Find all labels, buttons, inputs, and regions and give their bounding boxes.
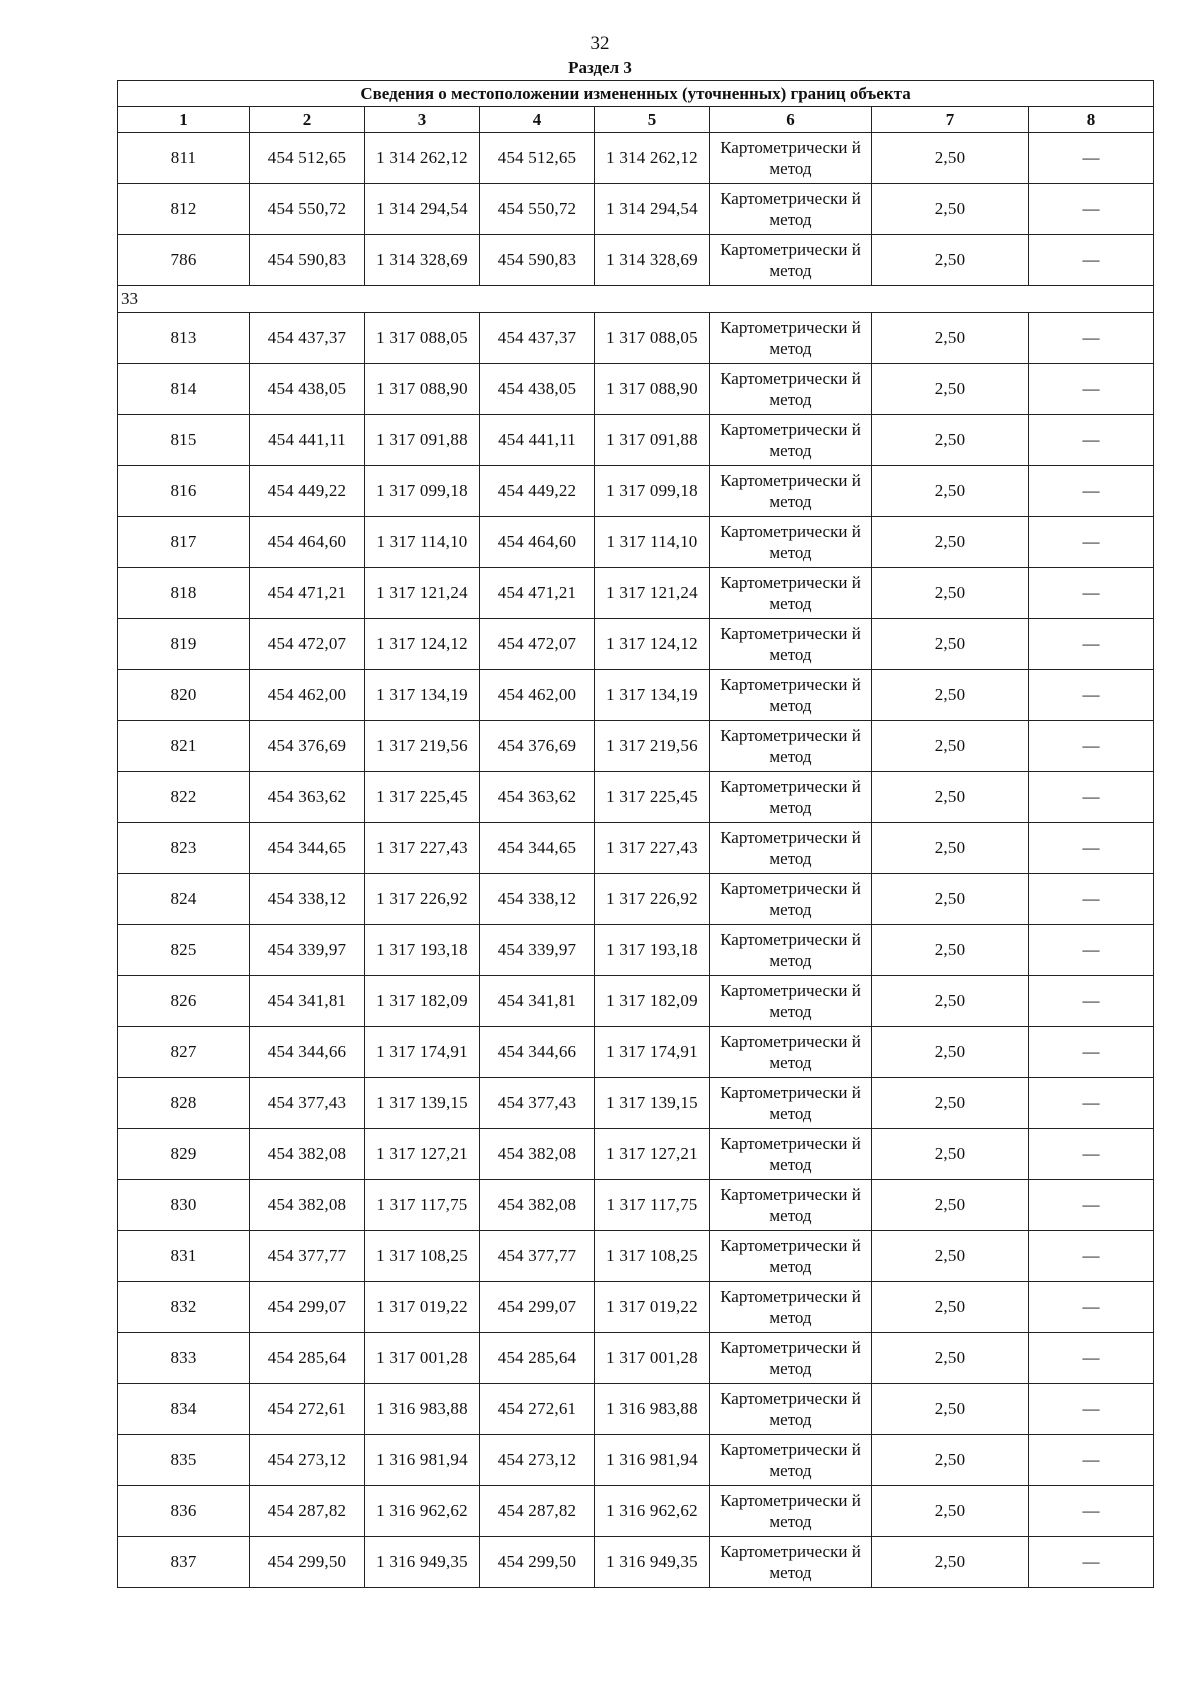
- description-cell: —: [1029, 1384, 1154, 1435]
- y-existing-cell: 1 317 124,12: [365, 619, 480, 670]
- accuracy-cell: 2,50: [872, 1486, 1029, 1537]
- y-existing-cell: 1 314 328,69: [365, 235, 480, 286]
- x-existing-cell: 454 471,21: [250, 568, 365, 619]
- y-existing-cell: 1 317 099,18: [365, 466, 480, 517]
- x-existing-cell: 454 462,00: [250, 670, 365, 721]
- accuracy-cell: 2,50: [872, 670, 1029, 721]
- description-cell: —: [1029, 466, 1154, 517]
- y-new-cell: 1 317 174,91: [595, 1027, 710, 1078]
- x-new-cell: 454 462,00: [480, 670, 595, 721]
- table-row: [118, 415, 1154, 466]
- y-existing-cell: 1 317 108,25: [365, 1231, 480, 1282]
- y-existing-cell: 1 317 174,91: [365, 1027, 480, 1078]
- y-existing-cell: 1 317 193,18: [365, 925, 480, 976]
- point-number-cell: 819: [118, 619, 250, 670]
- y-existing-cell: 1 316 949,35: [365, 1537, 480, 1588]
- group-separator-row: [118, 286, 1154, 313]
- accuracy-cell: 2,50: [872, 1231, 1029, 1282]
- point-number-cell: 813: [118, 313, 250, 364]
- section-title: Раздел 3: [568, 58, 632, 77]
- description-cell: —: [1029, 1486, 1154, 1537]
- table-row: [118, 619, 1154, 670]
- table-row: [118, 1231, 1154, 1282]
- description-cell: —: [1029, 772, 1154, 823]
- point-number-cell: 834: [118, 1384, 250, 1435]
- point-number-cell: 837: [118, 1537, 250, 1588]
- y-new-cell: 1 314 262,12: [595, 133, 710, 184]
- y-existing-cell: 1 317 121,24: [365, 568, 480, 619]
- accuracy-cell: 2,50: [872, 976, 1029, 1027]
- y-existing-cell: 1 316 962,62: [365, 1486, 480, 1537]
- method-cell: Картометрически й метод: [710, 874, 872, 925]
- table-row: [118, 1282, 1154, 1333]
- y-existing-cell: 1 317 134,19: [365, 670, 480, 721]
- y-existing-cell: 1 317 225,45: [365, 772, 480, 823]
- table-row: [118, 670, 1154, 721]
- method-cell: Картометрически й метод: [710, 1282, 872, 1333]
- point-number-cell: 830: [118, 1180, 250, 1231]
- accuracy-cell: 2,50: [872, 1078, 1029, 1129]
- point-number-cell: 827: [118, 1027, 250, 1078]
- method-cell: Картометрически й метод: [710, 235, 872, 286]
- column-number: 8: [1029, 107, 1154, 133]
- table-caption: Сведения о местоположении измененных (уточненных) границ объекта: [118, 81, 1154, 107]
- method-cell: Картометрически й метод: [710, 364, 872, 415]
- description-cell: —: [1029, 184, 1154, 235]
- x-new-cell: 454 338,12: [480, 874, 595, 925]
- page-number: 32: [590, 33, 610, 54]
- accuracy-cell: 2,50: [872, 415, 1029, 466]
- y-existing-cell: 1 317 219,56: [365, 721, 480, 772]
- point-number-cell: 786: [118, 235, 250, 286]
- x-existing-cell: 454 382,08: [250, 1129, 365, 1180]
- accuracy-cell: 2,50: [872, 1333, 1029, 1384]
- column-number: 2: [250, 107, 365, 133]
- description-cell: —: [1029, 874, 1154, 925]
- method-cell: Картометрически й метод: [710, 1027, 872, 1078]
- point-number-cell: 820: [118, 670, 250, 721]
- method-cell: Картометрически й метод: [710, 313, 872, 364]
- x-existing-cell: 454 550,72: [250, 184, 365, 235]
- x-existing-cell: 454 438,05: [250, 364, 365, 415]
- x-existing-cell: 454 273,12: [250, 1435, 365, 1486]
- accuracy-cell: 2,50: [872, 1180, 1029, 1231]
- x-existing-cell: 454 464,60: [250, 517, 365, 568]
- method-cell: Картометрически й метод: [710, 670, 872, 721]
- y-new-cell: 1 317 099,18: [595, 466, 710, 517]
- y-new-cell: 1 317 219,56: [595, 721, 710, 772]
- table-row: [118, 1384, 1154, 1435]
- accuracy-cell: 2,50: [872, 313, 1029, 364]
- description-cell: —: [1029, 925, 1154, 976]
- description-cell: —: [1029, 415, 1154, 466]
- x-new-cell: 454 341,81: [480, 976, 595, 1027]
- table-row: [118, 1486, 1154, 1537]
- point-number-cell: 811: [118, 133, 250, 184]
- point-number-cell: 836: [118, 1486, 250, 1537]
- y-new-cell: 1 317 019,22: [595, 1282, 710, 1333]
- x-new-cell: 454 382,08: [480, 1129, 595, 1180]
- y-new-cell: 1 317 127,21: [595, 1129, 710, 1180]
- x-existing-cell: 454 338,12: [250, 874, 365, 925]
- y-existing-cell: 1 314 262,12: [365, 133, 480, 184]
- table-row: [118, 772, 1154, 823]
- y-existing-cell: 1 316 981,94: [365, 1435, 480, 1486]
- y-existing-cell: 1 317 227,43: [365, 823, 480, 874]
- y-existing-cell: 1 316 983,88: [365, 1384, 480, 1435]
- table-row: [118, 184, 1154, 235]
- y-new-cell: 1 317 227,43: [595, 823, 710, 874]
- x-existing-cell: 454 512,65: [250, 133, 365, 184]
- x-existing-cell: 454 590,83: [250, 235, 365, 286]
- table-row: [118, 1537, 1154, 1588]
- accuracy-cell: 2,50: [872, 364, 1029, 415]
- x-new-cell: 454 339,97: [480, 925, 595, 976]
- y-new-cell: 1 317 121,24: [595, 568, 710, 619]
- accuracy-cell: 2,50: [872, 1435, 1029, 1486]
- y-existing-cell: 1 317 001,28: [365, 1333, 480, 1384]
- table-row: [118, 976, 1154, 1027]
- y-new-cell: 1 316 949,35: [595, 1537, 710, 1588]
- x-new-cell: 454 512,65: [480, 133, 595, 184]
- point-number-cell: 832: [118, 1282, 250, 1333]
- y-existing-cell: 1 317 088,05: [365, 313, 480, 364]
- x-new-cell: 454 377,77: [480, 1231, 595, 1282]
- y-existing-cell: 1 317 091,88: [365, 415, 480, 466]
- x-existing-cell: 454 285,64: [250, 1333, 365, 1384]
- x-new-cell: 454 376,69: [480, 721, 595, 772]
- x-new-cell: 454 272,61: [480, 1384, 595, 1435]
- x-new-cell: 454 437,37: [480, 313, 595, 364]
- description-cell: —: [1029, 1333, 1154, 1384]
- description-cell: —: [1029, 1027, 1154, 1078]
- description-cell: —: [1029, 619, 1154, 670]
- y-new-cell: 1 317 001,28: [595, 1333, 710, 1384]
- method-cell: Картометрически й метод: [710, 466, 872, 517]
- method-cell: Картометрически й метод: [710, 133, 872, 184]
- y-existing-cell: 1 317 117,75: [365, 1180, 480, 1231]
- x-new-cell: 454 363,62: [480, 772, 595, 823]
- table-row: [118, 364, 1154, 415]
- y-new-cell: 1 317 225,45: [595, 772, 710, 823]
- y-new-cell: 1 317 134,19: [595, 670, 710, 721]
- table-row: [118, 313, 1154, 364]
- accuracy-cell: 2,50: [872, 1129, 1029, 1180]
- x-new-cell: 454 472,07: [480, 619, 595, 670]
- accuracy-cell: 2,50: [872, 1027, 1029, 1078]
- table-row: [118, 1027, 1154, 1078]
- point-number-cell: 828: [118, 1078, 250, 1129]
- accuracy-cell: 2,50: [872, 235, 1029, 286]
- x-new-cell: 454 550,72: [480, 184, 595, 235]
- method-cell: Картометрически й метод: [710, 823, 872, 874]
- x-new-cell: 454 344,66: [480, 1027, 595, 1078]
- x-new-cell: 454 285,64: [480, 1333, 595, 1384]
- x-new-cell: 454 471,21: [480, 568, 595, 619]
- method-cell: Картометрически й метод: [710, 1180, 872, 1231]
- column-number: 5: [595, 107, 710, 133]
- y-new-cell: 1 317 088,05: [595, 313, 710, 364]
- x-new-cell: 454 438,05: [480, 364, 595, 415]
- y-new-cell: 1 317 139,15: [595, 1078, 710, 1129]
- x-new-cell: 454 377,43: [480, 1078, 595, 1129]
- x-existing-cell: 454 339,97: [250, 925, 365, 976]
- x-new-cell: 454 464,60: [480, 517, 595, 568]
- y-new-cell: 1 317 091,88: [595, 415, 710, 466]
- y-new-cell: 1 317 124,12: [595, 619, 710, 670]
- point-number-cell: 812: [118, 184, 250, 235]
- column-number: 1: [118, 107, 250, 133]
- accuracy-cell: 2,50: [872, 133, 1029, 184]
- accuracy-cell: 2,50: [872, 568, 1029, 619]
- x-new-cell: 454 299,50: [480, 1537, 595, 1588]
- table-row: [118, 235, 1154, 286]
- x-existing-cell: 454 344,66: [250, 1027, 365, 1078]
- method-cell: Картометрически й метод: [710, 976, 872, 1027]
- x-new-cell: 454 382,08: [480, 1180, 595, 1231]
- description-cell: —: [1029, 823, 1154, 874]
- description-cell: —: [1029, 1435, 1154, 1486]
- column-number: 7: [872, 107, 1029, 133]
- description-cell: —: [1029, 721, 1154, 772]
- method-cell: Картометрически й метод: [710, 184, 872, 235]
- description-cell: —: [1029, 1231, 1154, 1282]
- y-existing-cell: 1 317 182,09: [365, 976, 480, 1027]
- point-number-cell: 814: [118, 364, 250, 415]
- table-row: [118, 1333, 1154, 1384]
- y-new-cell: 1 316 981,94: [595, 1435, 710, 1486]
- table-row: [118, 1129, 1154, 1180]
- accuracy-cell: 2,50: [872, 823, 1029, 874]
- accuracy-cell: 2,50: [872, 925, 1029, 976]
- y-new-cell: 1 317 088,90: [595, 364, 710, 415]
- x-existing-cell: 454 441,11: [250, 415, 365, 466]
- x-new-cell: 454 287,82: [480, 1486, 595, 1537]
- table-row: [118, 517, 1154, 568]
- accuracy-cell: 2,50: [872, 1384, 1029, 1435]
- x-existing-cell: 454 341,81: [250, 976, 365, 1027]
- x-existing-cell: 454 472,07: [250, 619, 365, 670]
- description-cell: —: [1029, 1078, 1154, 1129]
- accuracy-cell: 2,50: [872, 1537, 1029, 1588]
- description-cell: —: [1029, 235, 1154, 286]
- accuracy-cell: 2,50: [872, 466, 1029, 517]
- x-existing-cell: 454 344,65: [250, 823, 365, 874]
- y-new-cell: 1 314 294,54: [595, 184, 710, 235]
- table-row: [118, 874, 1154, 925]
- point-number-cell: 821: [118, 721, 250, 772]
- y-existing-cell: 1 317 114,10: [365, 517, 480, 568]
- table-row: [118, 925, 1154, 976]
- point-number-cell: 816: [118, 466, 250, 517]
- x-existing-cell: 454 437,37: [250, 313, 365, 364]
- method-cell: Картометрически й метод: [710, 568, 872, 619]
- column-number-row: [118, 107, 1154, 133]
- accuracy-cell: 2,50: [872, 772, 1029, 823]
- description-cell: —: [1029, 517, 1154, 568]
- y-new-cell: 1 317 117,75: [595, 1180, 710, 1231]
- y-new-cell: 1 317 182,09: [595, 976, 710, 1027]
- accuracy-cell: 2,50: [872, 721, 1029, 772]
- table-row: [118, 1078, 1154, 1129]
- method-cell: Картометрически й метод: [710, 1537, 872, 1588]
- y-new-cell: 1 317 108,25: [595, 1231, 710, 1282]
- method-cell: Картометрически й метод: [710, 619, 872, 670]
- description-cell: —: [1029, 568, 1154, 619]
- method-cell: Картометрически й метод: [710, 517, 872, 568]
- x-existing-cell: 454 363,62: [250, 772, 365, 823]
- accuracy-cell: 2,50: [872, 1282, 1029, 1333]
- x-new-cell: 454 449,22: [480, 466, 595, 517]
- method-cell: Картометрически й метод: [710, 1333, 872, 1384]
- method-cell: Картометрически й метод: [710, 1078, 872, 1129]
- point-number-cell: 822: [118, 772, 250, 823]
- column-number: 3: [365, 107, 480, 133]
- x-existing-cell: 454 382,08: [250, 1180, 365, 1231]
- description-cell: —: [1029, 1129, 1154, 1180]
- x-new-cell: 454 590,83: [480, 235, 595, 286]
- point-number-cell: 824: [118, 874, 250, 925]
- y-new-cell: 1 316 962,62: [595, 1486, 710, 1537]
- description-cell: —: [1029, 364, 1154, 415]
- method-cell: Картометрически й метод: [710, 1435, 872, 1486]
- method-cell: Картометрически й метод: [710, 1231, 872, 1282]
- description-cell: —: [1029, 1282, 1154, 1333]
- table-row: [118, 823, 1154, 874]
- y-new-cell: 1 317 114,10: [595, 517, 710, 568]
- point-number-cell: 815: [118, 415, 250, 466]
- description-cell: —: [1029, 976, 1154, 1027]
- point-number-cell: 817: [118, 517, 250, 568]
- x-new-cell: 454 344,65: [480, 823, 595, 874]
- x-new-cell: 454 441,11: [480, 415, 595, 466]
- description-cell: —: [1029, 313, 1154, 364]
- method-cell: Картометрически й метод: [710, 1384, 872, 1435]
- table-row: [118, 721, 1154, 772]
- table-row: [118, 1180, 1154, 1231]
- description-cell: —: [1029, 670, 1154, 721]
- x-existing-cell: 454 272,61: [250, 1384, 365, 1435]
- method-cell: Картометрически й метод: [710, 925, 872, 976]
- table-row: [118, 1435, 1154, 1486]
- point-number-cell: 835: [118, 1435, 250, 1486]
- x-new-cell: 454 273,12: [480, 1435, 595, 1486]
- y-existing-cell: 1 314 294,54: [365, 184, 480, 235]
- y-new-cell: 1 316 983,88: [595, 1384, 710, 1435]
- table-body: [118, 133, 1154, 1588]
- description-cell: —: [1029, 133, 1154, 184]
- table-row: [118, 466, 1154, 517]
- method-cell: Картометрически й метод: [710, 772, 872, 823]
- point-number-cell: 826: [118, 976, 250, 1027]
- point-number-cell: 829: [118, 1129, 250, 1180]
- boundary-coordinates-table: [117, 80, 1154, 1588]
- method-cell: Картометрически й метод: [710, 415, 872, 466]
- method-cell: Картометрически й метод: [710, 1486, 872, 1537]
- accuracy-cell: 2,50: [872, 874, 1029, 925]
- x-new-cell: 454 299,07: [480, 1282, 595, 1333]
- y-new-cell: 1 317 193,18: [595, 925, 710, 976]
- column-number: 4: [480, 107, 595, 133]
- accuracy-cell: 2,50: [872, 517, 1029, 568]
- column-number: 6: [710, 107, 872, 133]
- y-existing-cell: 1 317 088,90: [365, 364, 480, 415]
- accuracy-cell: 2,50: [872, 184, 1029, 235]
- point-number-cell: 825: [118, 925, 250, 976]
- x-existing-cell: 454 299,50: [250, 1537, 365, 1588]
- point-number-cell: 833: [118, 1333, 250, 1384]
- x-existing-cell: 454 376,69: [250, 721, 365, 772]
- table-row: [118, 133, 1154, 184]
- x-existing-cell: 454 377,77: [250, 1231, 365, 1282]
- description-cell: —: [1029, 1180, 1154, 1231]
- point-number-cell: 823: [118, 823, 250, 874]
- x-existing-cell: 454 299,07: [250, 1282, 365, 1333]
- description-cell: —: [1029, 1537, 1154, 1588]
- group-label: 33: [118, 286, 1154, 313]
- x-existing-cell: 454 287,82: [250, 1486, 365, 1537]
- method-cell: Картометрически й метод: [710, 721, 872, 772]
- method-cell: Картометрически й метод: [710, 1129, 872, 1180]
- accuracy-cell: 2,50: [872, 619, 1029, 670]
- table-row: [118, 568, 1154, 619]
- y-new-cell: 1 314 328,69: [595, 235, 710, 286]
- y-existing-cell: 1 317 226,92: [365, 874, 480, 925]
- x-existing-cell: 454 377,43: [250, 1078, 365, 1129]
- y-existing-cell: 1 317 127,21: [365, 1129, 480, 1180]
- y-new-cell: 1 317 226,92: [595, 874, 710, 925]
- point-number-cell: 818: [118, 568, 250, 619]
- y-existing-cell: 1 317 019,22: [365, 1282, 480, 1333]
- x-existing-cell: 454 449,22: [250, 466, 365, 517]
- point-number-cell: 831: [118, 1231, 250, 1282]
- y-existing-cell: 1 317 139,15: [365, 1078, 480, 1129]
